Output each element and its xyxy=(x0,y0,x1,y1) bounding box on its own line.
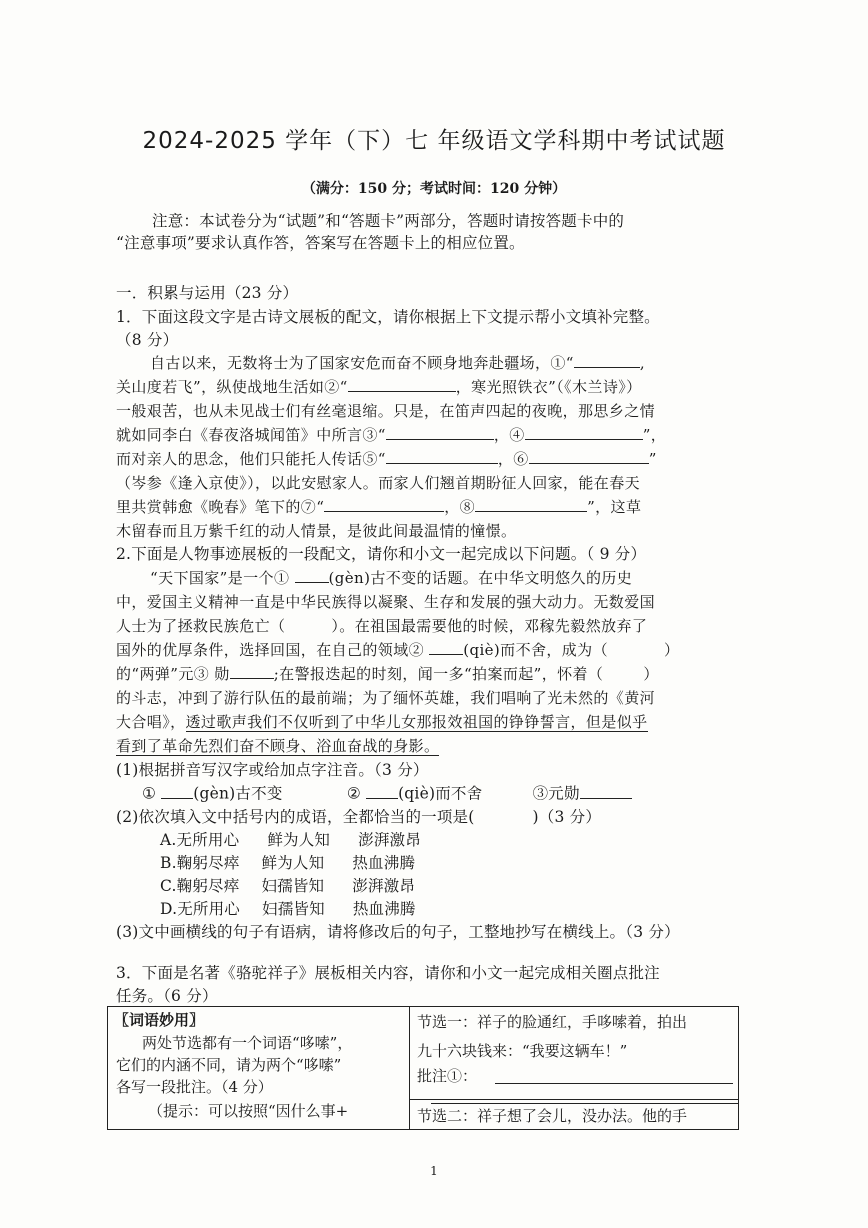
q1-text: ，寒光照铁衣”（《木兰诗》） xyxy=(455,378,642,396)
faulty-sentence-end: 看到了革命先烈们奋不顾身、浴血奋战的身影。 xyxy=(116,737,440,755)
answer-blank-qie[interactable] xyxy=(429,639,463,655)
answer-blank-2[interactable] xyxy=(348,376,456,392)
q2-text: ） xyxy=(643,665,659,683)
q2-text: ）。在祖国最需要他的时候，邓稼先毅然放弃了 xyxy=(331,617,648,635)
write-blank-qie[interactable] xyxy=(366,782,398,799)
q1-prompt: 1．下面这段文字是古诗文展板的配文，请你根据上下文提示帮小文填补完整。 xyxy=(116,308,660,326)
answer-blank-7[interactable] xyxy=(324,496,444,512)
option-text: D.无所用心 xyxy=(160,900,241,918)
excerpt-1-line-1: 节选一：祥子的脸通红，手哆嗦着，拍出 xyxy=(417,1013,688,1031)
annotation-1-line[interactable] xyxy=(495,1083,733,1084)
excerpt-1-line-2: 九十六块钱来：“我要这辆车！” xyxy=(417,1042,628,1060)
q3-prompt: 3．下面是名著《骆驼祥子》展板相关内容，请你和小文一起完成相关圈点批注 xyxy=(116,964,660,982)
write-blank-xun[interactable] xyxy=(580,782,632,799)
option-text: 澎湃激昂 xyxy=(358,831,421,849)
q1-line-6: （岑参《逢入京使》），以此安慰家人。而家人们翘首期盼征人回家，能在春天 xyxy=(116,474,641,492)
q1-text: 自古以来，无数将士为了国家安危而奋不顾身地奔赴疆场，①“ xyxy=(150,354,574,372)
answer-blank-5[interactable] xyxy=(386,448,498,464)
option-c[interactable] xyxy=(160,875,785,897)
q1-line-7 xyxy=(116,496,741,518)
q1-text: 里共赏韩愈《晚春》笔下的⑦“ xyxy=(116,498,325,516)
q1-text: ”， xyxy=(642,426,667,444)
option-b[interactable] xyxy=(160,852,785,874)
q2-sub-2 xyxy=(116,806,741,828)
q2-text: )（3 分） xyxy=(532,808,602,826)
q2-text: 大合唱》， xyxy=(116,713,186,731)
option-text: C.鞠躬尽瘁 xyxy=(160,877,240,895)
notice-line-1: 注意：本试卷分为“试题”和“答题卡”两部分，答题时请按答题卡中的 xyxy=(152,212,625,230)
q1-line-5 xyxy=(116,448,741,470)
option-text: 热血沸腾 xyxy=(352,854,416,872)
table-divider xyxy=(409,1007,410,1129)
q1-text: 而对亲人的思念，他们只能托人传话⑤“ xyxy=(116,450,386,468)
q1-line-1: 自古以来，无数将士为了国家安危而奋不顾身地奔赴疆场，①“ , xyxy=(150,354,646,372)
q1-text: ，④ xyxy=(493,426,525,444)
option-text: 妇孺皆知 xyxy=(261,877,325,895)
q2-sub-3: (3)文中画横线的句子有语病，请将修改后的句子，工整地抄写在横线上。（3 分） xyxy=(116,923,680,941)
q1-line-4 xyxy=(116,424,741,446)
page-number: 1 xyxy=(430,1164,438,1178)
answer-blank-3[interactable] xyxy=(386,424,494,440)
section-heading: 一．积累与运用（23 分） xyxy=(116,284,299,302)
task-hint: （提示：可以按照“因什么事+ xyxy=(148,1102,349,1120)
q2-line-8 xyxy=(116,735,741,757)
answer-blank-1[interactable] xyxy=(574,352,640,368)
option-text: 妇孺皆知 xyxy=(262,900,325,918)
q2-line-7 xyxy=(116,711,741,733)
option-text: B.鞠躬尽瘁 xyxy=(160,854,240,872)
item-text: ③元勋 xyxy=(532,784,580,803)
q2-line-3 xyxy=(116,615,741,637)
answer-blank-xun[interactable] xyxy=(230,663,274,679)
q1-text: ，⑧ xyxy=(444,498,476,516)
option-text: 鲜为人知 xyxy=(261,854,325,872)
q1-text: ” xyxy=(648,450,657,468)
q2-sub-1-items xyxy=(142,782,767,805)
q2-prompt: 2.下面是人物事迹展板的一段配文，请你和小文一起完成以下问题。（ 9 分） xyxy=(116,545,647,563)
q2-sub-1: (1)根据拼音写汉字或给加点字注音。（3 分） xyxy=(116,761,429,779)
task-desc-1: 两处节选都有一个词语“哆嗦”， xyxy=(142,1034,353,1052)
q2-text: (gèn)古不变的话题。在中华文明悠久的历史 xyxy=(328,569,633,587)
q2-text: 国外的优厚条件，选择回国，在自己的领域② xyxy=(116,641,425,659)
annotation-1-label: 批注①： xyxy=(417,1067,478,1085)
exam-subtitle: （满分：150 分；考试时间：120 分钟） xyxy=(301,181,567,197)
option-text: A.无所用心 xyxy=(160,831,240,849)
write-blank-gen[interactable] xyxy=(161,782,193,799)
answer-blank-gen[interactable] xyxy=(295,567,329,583)
option-a[interactable] xyxy=(160,829,785,851)
excerpt-2-line-1: 节选二：祥子想了会儿，没办法。他的手 xyxy=(417,1107,688,1125)
q1-line-8: 木留春而且万紫千红的动人情景，是彼此间最温情的憧憬。 xyxy=(116,522,517,540)
answer-blank-6[interactable] xyxy=(529,448,649,464)
option-text: 鲜为人知 xyxy=(267,831,331,849)
q1-text: ”，这草 xyxy=(587,498,642,516)
item-text: (gèn)古不变 xyxy=(193,784,283,803)
q2-line-6: 的斗志，冲到了游行队伍的最前端；为了缅怀英雄，我们唱响了光未然的《黄河 xyxy=(116,689,656,707)
q2-line-1 xyxy=(150,567,775,589)
exam-title: 2024-2025 学年（下）七 年级语文学科期中考试试题 xyxy=(142,128,726,154)
option-text: 澎湃激昂 xyxy=(352,877,416,895)
q3-score: 任务。（6 分） xyxy=(116,987,218,1005)
q2-text: ;在警报迭起的时刻，闻一多“拍案而起”，怀着（ xyxy=(273,665,604,683)
option-d[interactable] xyxy=(160,898,785,920)
q2-line-5 xyxy=(116,663,741,685)
q1-line-2 xyxy=(116,376,741,398)
q1-text: ，⑥ xyxy=(497,450,529,468)
q1-text: 就如同李白《春夜洛城闻笛》中所言③“ xyxy=(116,426,386,444)
faulty-sentence: 透过歌声我们不仅听到了中华儿女那报效祖国的铮铮誓言，但是似乎 xyxy=(185,713,648,731)
item-text: (qiè)而不舍 xyxy=(398,784,483,803)
item-num: ② xyxy=(346,784,361,803)
q2-text: “天下国家”是一个① xyxy=(150,569,290,587)
q2-text: (2)依次填入文中括号内的成语，全都恰当的一项是( xyxy=(116,808,475,826)
q2-text: 的“两弹”元③ 勋 xyxy=(116,665,230,683)
task-desc-3: 各写一段批注。（4 分） xyxy=(116,1078,273,1096)
task-desc-2: 它们的内涵不同，请为两个“哆嗦” xyxy=(116,1056,342,1074)
q2-text: ） xyxy=(663,641,680,659)
q1-line-3: 一般艰苦，也从未见战士们有丝毫退缩。只是，在笛声四起的夜晚，那思乡之情 xyxy=(116,402,656,420)
q3-table xyxy=(107,1006,739,1130)
answer-blank-8[interactable] xyxy=(475,496,587,512)
annotation-1[interactable] xyxy=(417,1065,739,1101)
option-text: 热血沸腾 xyxy=(352,900,416,918)
task-label: 〖词语妙用〗 xyxy=(114,1011,205,1029)
q2-line-2: 中，爱国主义精神一直是中华民族得以凝聚、生存和发展的强大动力。无数爱国 xyxy=(116,593,656,611)
answer-blank-4[interactable] xyxy=(525,424,643,440)
item-num: ① xyxy=(142,784,157,803)
notice-line-2: “注意事项”要求认真作答，答案写在答题卡上的相应位置。 xyxy=(116,234,525,252)
q2-text: (qiè)而不舍，成为（ xyxy=(463,641,608,659)
annotation-1-line-2[interactable] xyxy=(431,1103,739,1104)
q1-score: （8 分） xyxy=(116,331,179,349)
q2-line-4 xyxy=(116,639,741,661)
q2-text: 人士为了拯救民族危亡（ xyxy=(116,617,286,635)
q1-text: 关山度若飞”，纵使战地生活如②“ xyxy=(116,378,348,396)
